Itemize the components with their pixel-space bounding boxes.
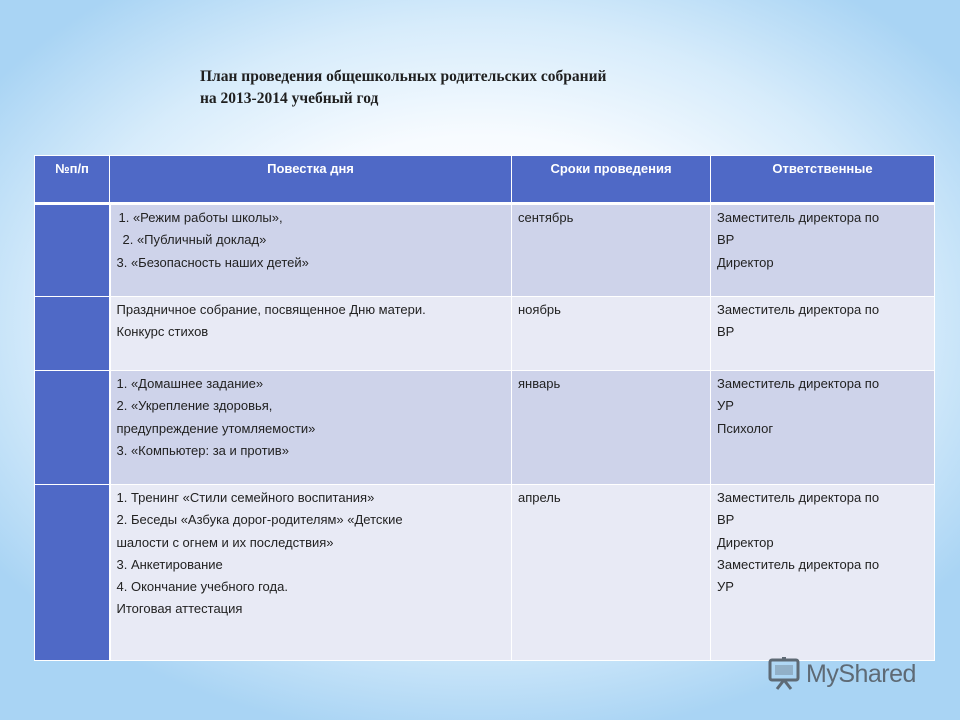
- table-header-row: [35, 156, 935, 204]
- agenda-line: 2. Беседы «Азбука дорог-родителям» «Детские: [116, 512, 403, 528]
- header-agenda: Повестка дня: [110, 156, 512, 204]
- agenda-line: 3. «Компьютер: за и против»: [116, 442, 289, 458]
- responsible-line: Директор: [717, 534, 774, 550]
- table-row: [35, 204, 935, 297]
- agenda-line: шалости с огнем и их последствия»: [116, 534, 334, 550]
- date-cell: ноябрь: [512, 297, 711, 371]
- header-date: Сроки проведения: [512, 156, 711, 204]
- title-line-1: План проведения общешкольных родительских собраний: [200, 68, 607, 85]
- responsible-cell: [711, 485, 935, 661]
- row-number-cell: [35, 485, 110, 661]
- agenda-line: 1. «Домашнее задание»: [116, 376, 264, 391]
- responsible-cell: [711, 371, 935, 485]
- responsible-line: ВР: [717, 512, 735, 528]
- agenda-line: 2. «Публичный доклад»: [122, 232, 267, 248]
- date-cell: сентябрь: [512, 204, 711, 297]
- agenda-line: 1. «Режим работы школы»,: [118, 210, 283, 225]
- agenda-line: 3. «Безопасность наших детей»: [116, 254, 309, 270]
- responsible-line: Заместитель директора по: [717, 490, 880, 505]
- agenda-cell: [110, 297, 512, 371]
- date-cell: январь: [512, 371, 711, 485]
- responsible-line: УР: [717, 398, 734, 414]
- agenda-line: 1. Тренинг «Стили семейного воспитания»: [116, 490, 375, 505]
- responsible-line: Заместитель директора по: [717, 302, 880, 317]
- agenda-cell: [110, 204, 512, 297]
- header-number: №п/п: [35, 156, 110, 204]
- row-number-cell: [35, 371, 110, 485]
- header-responsible: Ответственные: [711, 156, 935, 204]
- date-cell: апрель: [512, 485, 711, 661]
- responsible-line: ВР: [717, 324, 735, 340]
- agenda-cell: [110, 485, 512, 661]
- watermark-text: MyShared: [806, 659, 916, 688]
- responsible-line: Заместитель директора по: [717, 210, 880, 225]
- agenda-line: предупреждение утомляемости»: [116, 420, 316, 436]
- row-number-cell: [35, 297, 110, 371]
- agenda-line: Конкурс стихов: [116, 324, 209, 340]
- myshared-watermark: [766, 654, 916, 694]
- table-row: [35, 371, 935, 485]
- agenda-line: 2. «Укрепление здоровья,: [116, 398, 273, 414]
- responsible-cell: [711, 204, 935, 297]
- page-title: [200, 66, 800, 110]
- schedule-table: [34, 155, 935, 661]
- table-row: [35, 485, 935, 661]
- responsible-line: ВР: [717, 232, 735, 248]
- title-line-2: на 2013-2014 учебный год: [200, 90, 379, 107]
- agenda-line: Итоговая аттестация: [116, 601, 243, 617]
- responsible-line: УР: [717, 579, 734, 595]
- responsible-line: Заместитель директора по: [717, 556, 880, 572]
- agenda-cell: [110, 371, 512, 485]
- table-row: [35, 297, 935, 371]
- responsible-line: Заместитель директора по: [717, 376, 880, 391]
- agenda-line: 4. Окончание учебного года.: [116, 579, 288, 595]
- row-number-cell: [35, 204, 110, 297]
- responsible-cell: [711, 297, 935, 371]
- responsible-line: Директор: [717, 254, 774, 270]
- agenda-line: Праздничное собрание, посвященное Дню матери.: [116, 302, 426, 317]
- agenda-line: 3. Анкетирование: [116, 556, 223, 572]
- presentation-board-icon: [766, 656, 802, 692]
- responsible-line: Психолог: [717, 420, 774, 436]
